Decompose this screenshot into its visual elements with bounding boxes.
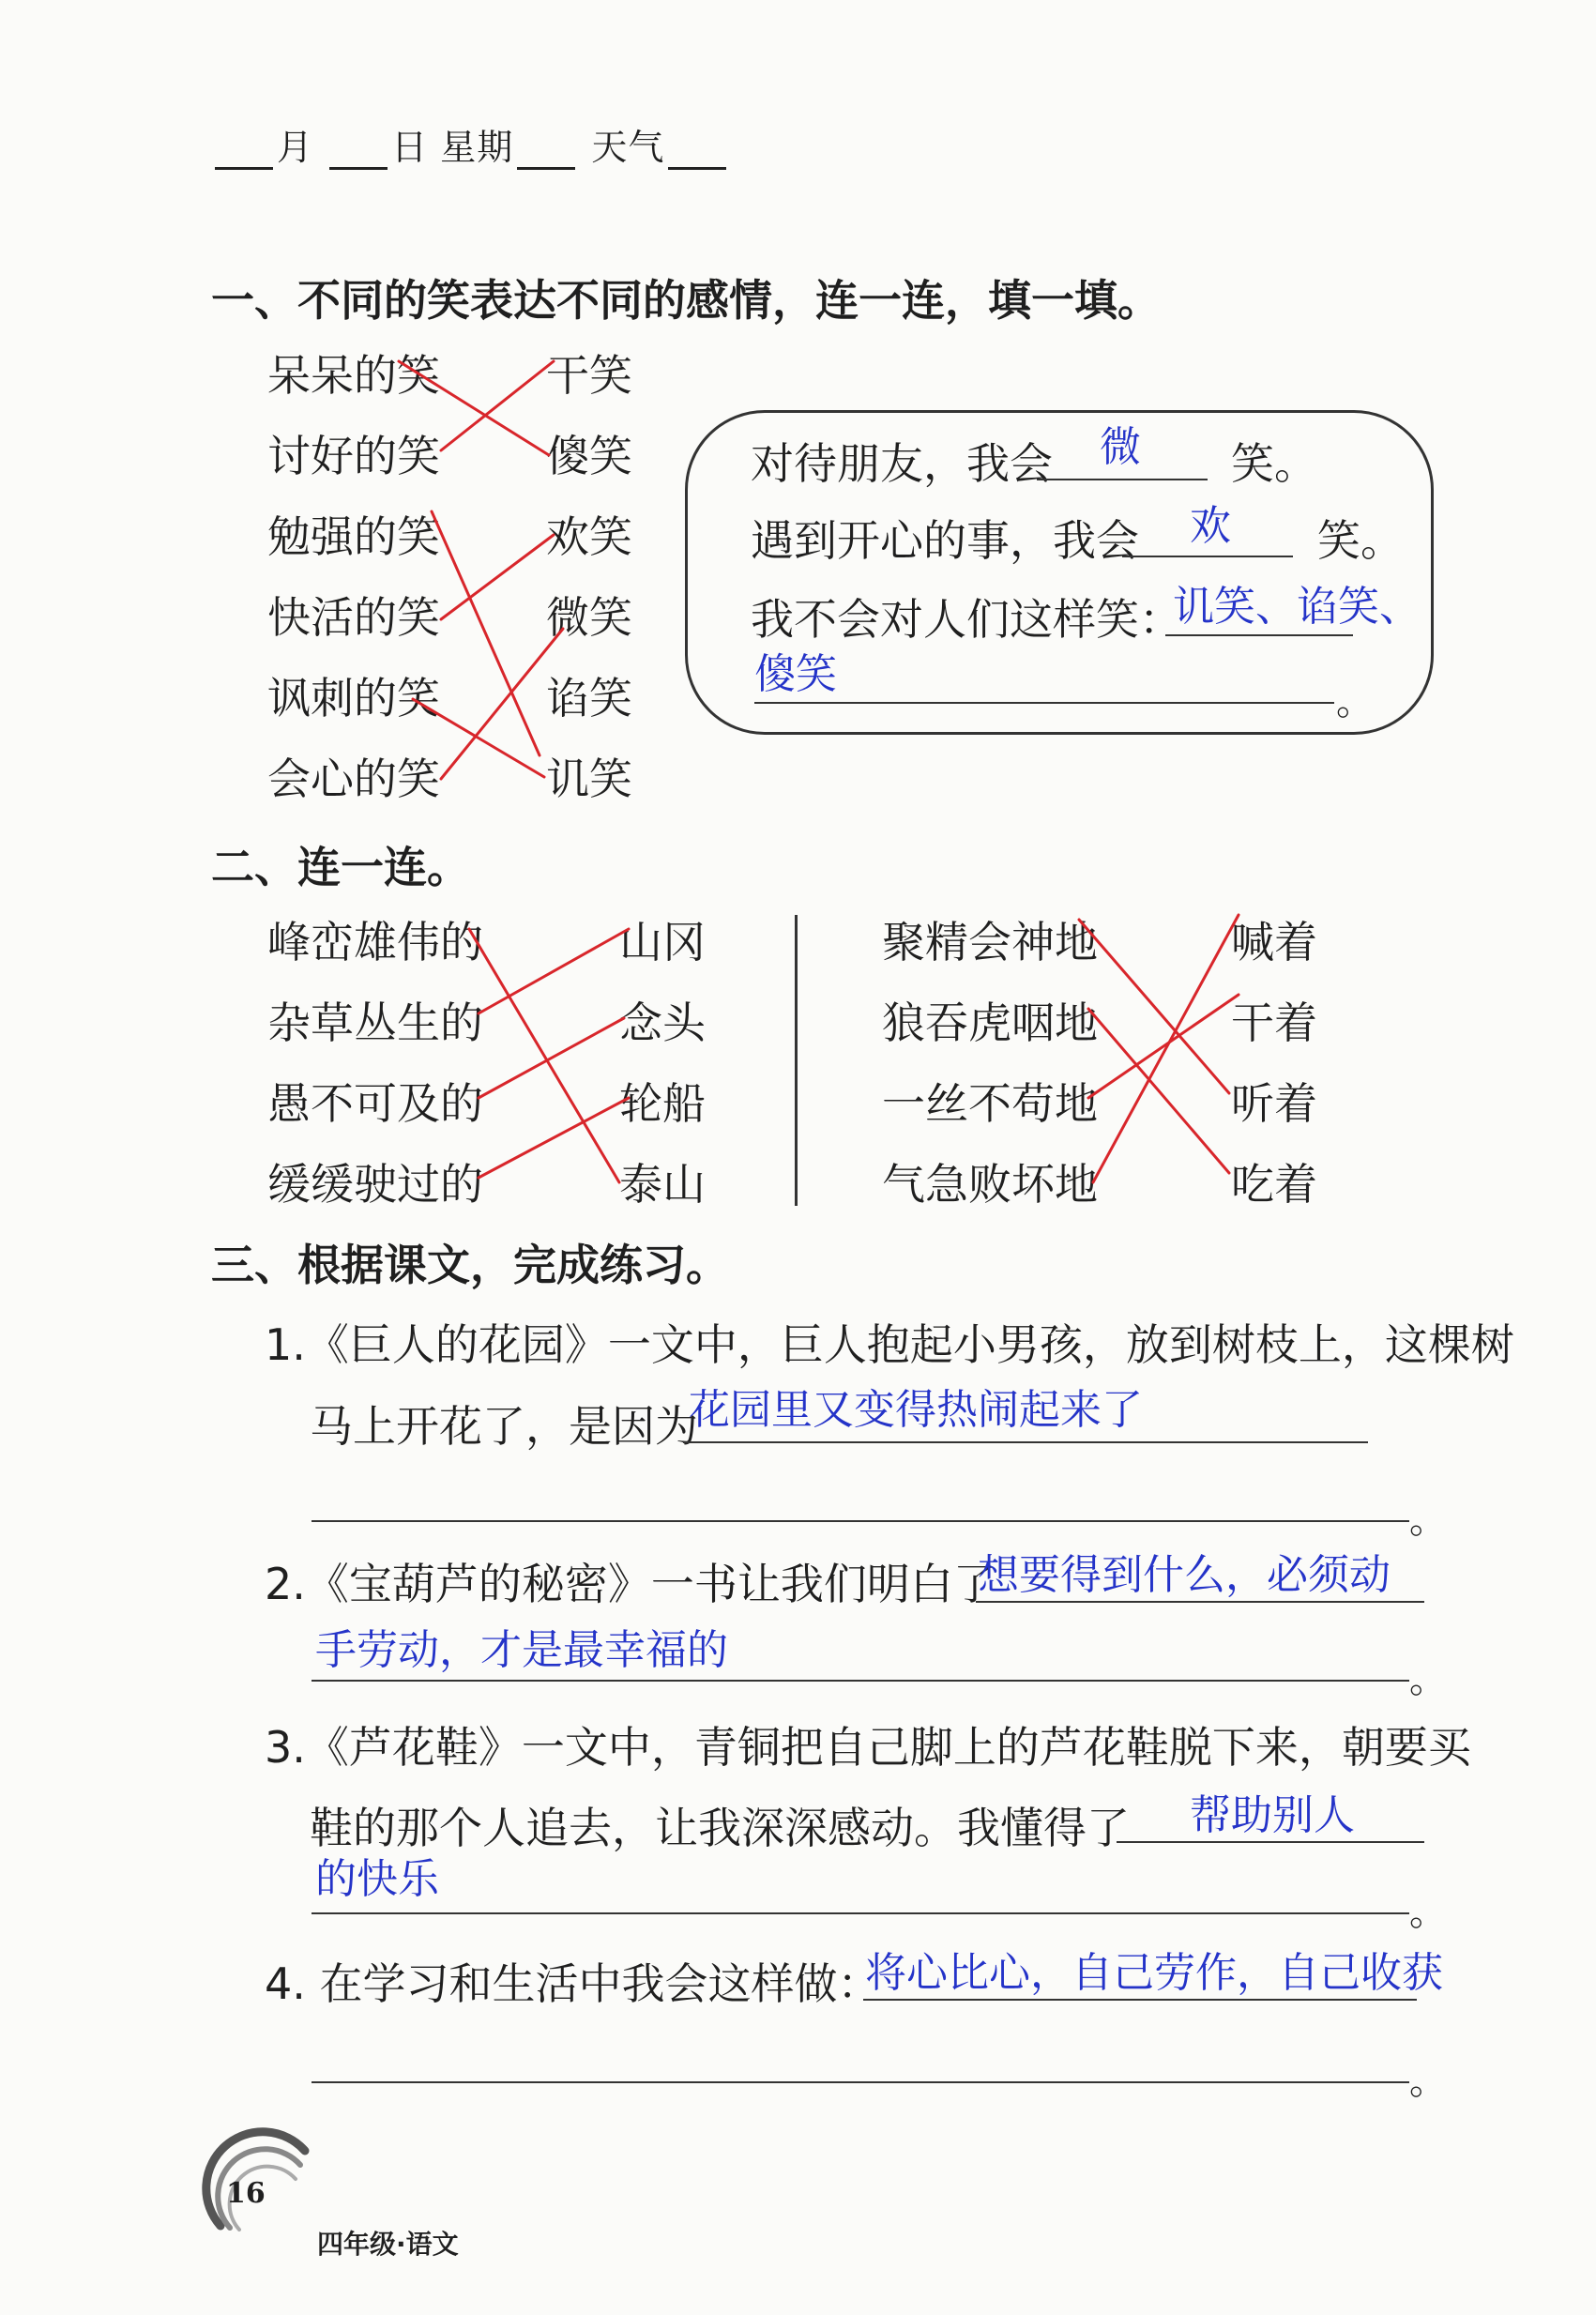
box-q1: 对待朋友，我会 笑。 bbox=[751, 438, 1317, 489]
verb-word: 喊着 bbox=[1231, 917, 1317, 967]
q2-answer-2: 手劳动，才是最幸福的 bbox=[315, 1626, 728, 1674]
match-line bbox=[479, 1018, 624, 1098]
footer-grade: 四年级·语文 bbox=[317, 2229, 459, 2260]
weather-label: 天气 bbox=[591, 127, 665, 168]
match-line bbox=[479, 929, 629, 1013]
noun-word: 念头 bbox=[619, 998, 706, 1048]
noun-word: 泰山 bbox=[619, 1159, 706, 1210]
adjective-phrase: 缓缓驶过的 bbox=[267, 1159, 483, 1210]
match-line bbox=[441, 629, 563, 779]
q2-line1: 2.《宝葫芦的秘密》一书让我们明白了 bbox=[265, 1559, 996, 1609]
section3-title: 三、根据课文，完成练习。 bbox=[211, 1240, 729, 1290]
smile-word: 谄笑 bbox=[546, 673, 632, 723]
q3-line2: 鞋的那个人追去，让我深深感动。我懂得了 bbox=[310, 1803, 1130, 1853]
match-line bbox=[1093, 915, 1239, 1182]
match-line bbox=[1079, 920, 1229, 1093]
day-label: 日 bbox=[391, 127, 429, 168]
smile-word: 干笑 bbox=[546, 350, 632, 401]
smile-phrase: 呆呆的笑 bbox=[267, 350, 440, 401]
smile-phrase: 勉强的笑 bbox=[267, 511, 440, 562]
smile-phrase: 讨好的笑 bbox=[267, 431, 440, 481]
box-q3-answer-1: 讥笑、谄笑、 bbox=[1173, 583, 1421, 631]
match-line bbox=[479, 1098, 629, 1178]
q2-answer-1: 想要得到什么，必须动 bbox=[978, 1551, 1391, 1599]
smile-word: 傻笑 bbox=[546, 431, 632, 481]
match-line bbox=[441, 361, 554, 450]
smile-word: 讥笑 bbox=[546, 754, 632, 804]
q1-line2: 马上开花了，是因为 bbox=[310, 1401, 698, 1452]
noun-word: 轮船 bbox=[619, 1078, 706, 1129]
month-label: 月 bbox=[277, 127, 314, 168]
smile-word: 微笑 bbox=[546, 592, 632, 643]
q3-line1: 3.《芦花鞋》一文中，青铜把自己脚上的芦花鞋脱下来，朝要买 bbox=[265, 1722, 1471, 1773]
match-line bbox=[1088, 1009, 1229, 1173]
adverb-phrase: 聚精会神地 bbox=[882, 917, 1098, 967]
smile-phrase: 讽刺的笑 bbox=[267, 673, 440, 723]
box-q3-answer-2: 傻笑 bbox=[754, 650, 837, 698]
q1-answer: 花园里又变得热闹起来了 bbox=[689, 1386, 1143, 1434]
section2-title: 二、连一连。 bbox=[211, 842, 470, 892]
q4-answer: 将心比心，自己劳作，自己收获 bbox=[865, 1949, 1443, 1997]
q4-line1: 4. 在学习和生活中我会这样做： bbox=[265, 1958, 881, 2009]
match-line bbox=[399, 361, 549, 455]
noun-word: 山冈 bbox=[619, 917, 706, 967]
page-number: 16 bbox=[226, 2177, 266, 2210]
adverb-phrase: 气急败坏地 bbox=[882, 1159, 1098, 1210]
match-line bbox=[413, 699, 544, 777]
verb-word: 听着 bbox=[1231, 1078, 1317, 1129]
smile-phrase: 会心的笑 bbox=[267, 754, 440, 804]
q3-answer-2: 的快乐 bbox=[315, 1855, 439, 1903]
box-q2-answer: 欢 bbox=[1190, 502, 1231, 550]
smile-phrase: 快活的笑 bbox=[267, 592, 440, 643]
q1-line1: 1.《巨人的花园》一文中，巨人抱起小男孩，放到树枝上，这棵树 bbox=[265, 1319, 1514, 1370]
section1-title: 一、不同的笑表达不同的感情，连一连，填一填。 bbox=[211, 275, 1161, 326]
adjective-phrase: 愚不可及的 bbox=[267, 1078, 483, 1129]
adverb-phrase: 狼吞虎咽地 bbox=[882, 998, 1098, 1048]
box-q2: 遇到开心的事，我会 笑。 bbox=[751, 515, 1404, 566]
q3-answer-1: 帮助别人 bbox=[1190, 1791, 1355, 1839]
verb-word: 干着 bbox=[1231, 998, 1317, 1048]
adverb-phrase: 一丝不苟地 bbox=[882, 1078, 1098, 1129]
weekday-label: 星期 bbox=[440, 127, 514, 168]
match-line bbox=[441, 535, 554, 619]
box-q3: 我不会对人们这样笑： bbox=[751, 594, 1182, 645]
adjective-phrase: 杂草丛生的 bbox=[267, 998, 483, 1048]
verb-word: 吃着 bbox=[1231, 1159, 1317, 1210]
match-line bbox=[1088, 995, 1239, 1098]
adjective-phrase: 峰峦雄伟的 bbox=[267, 917, 483, 967]
smile-word: 欢笑 bbox=[546, 511, 632, 562]
box-q1-answer: 微 bbox=[1100, 423, 1141, 471]
